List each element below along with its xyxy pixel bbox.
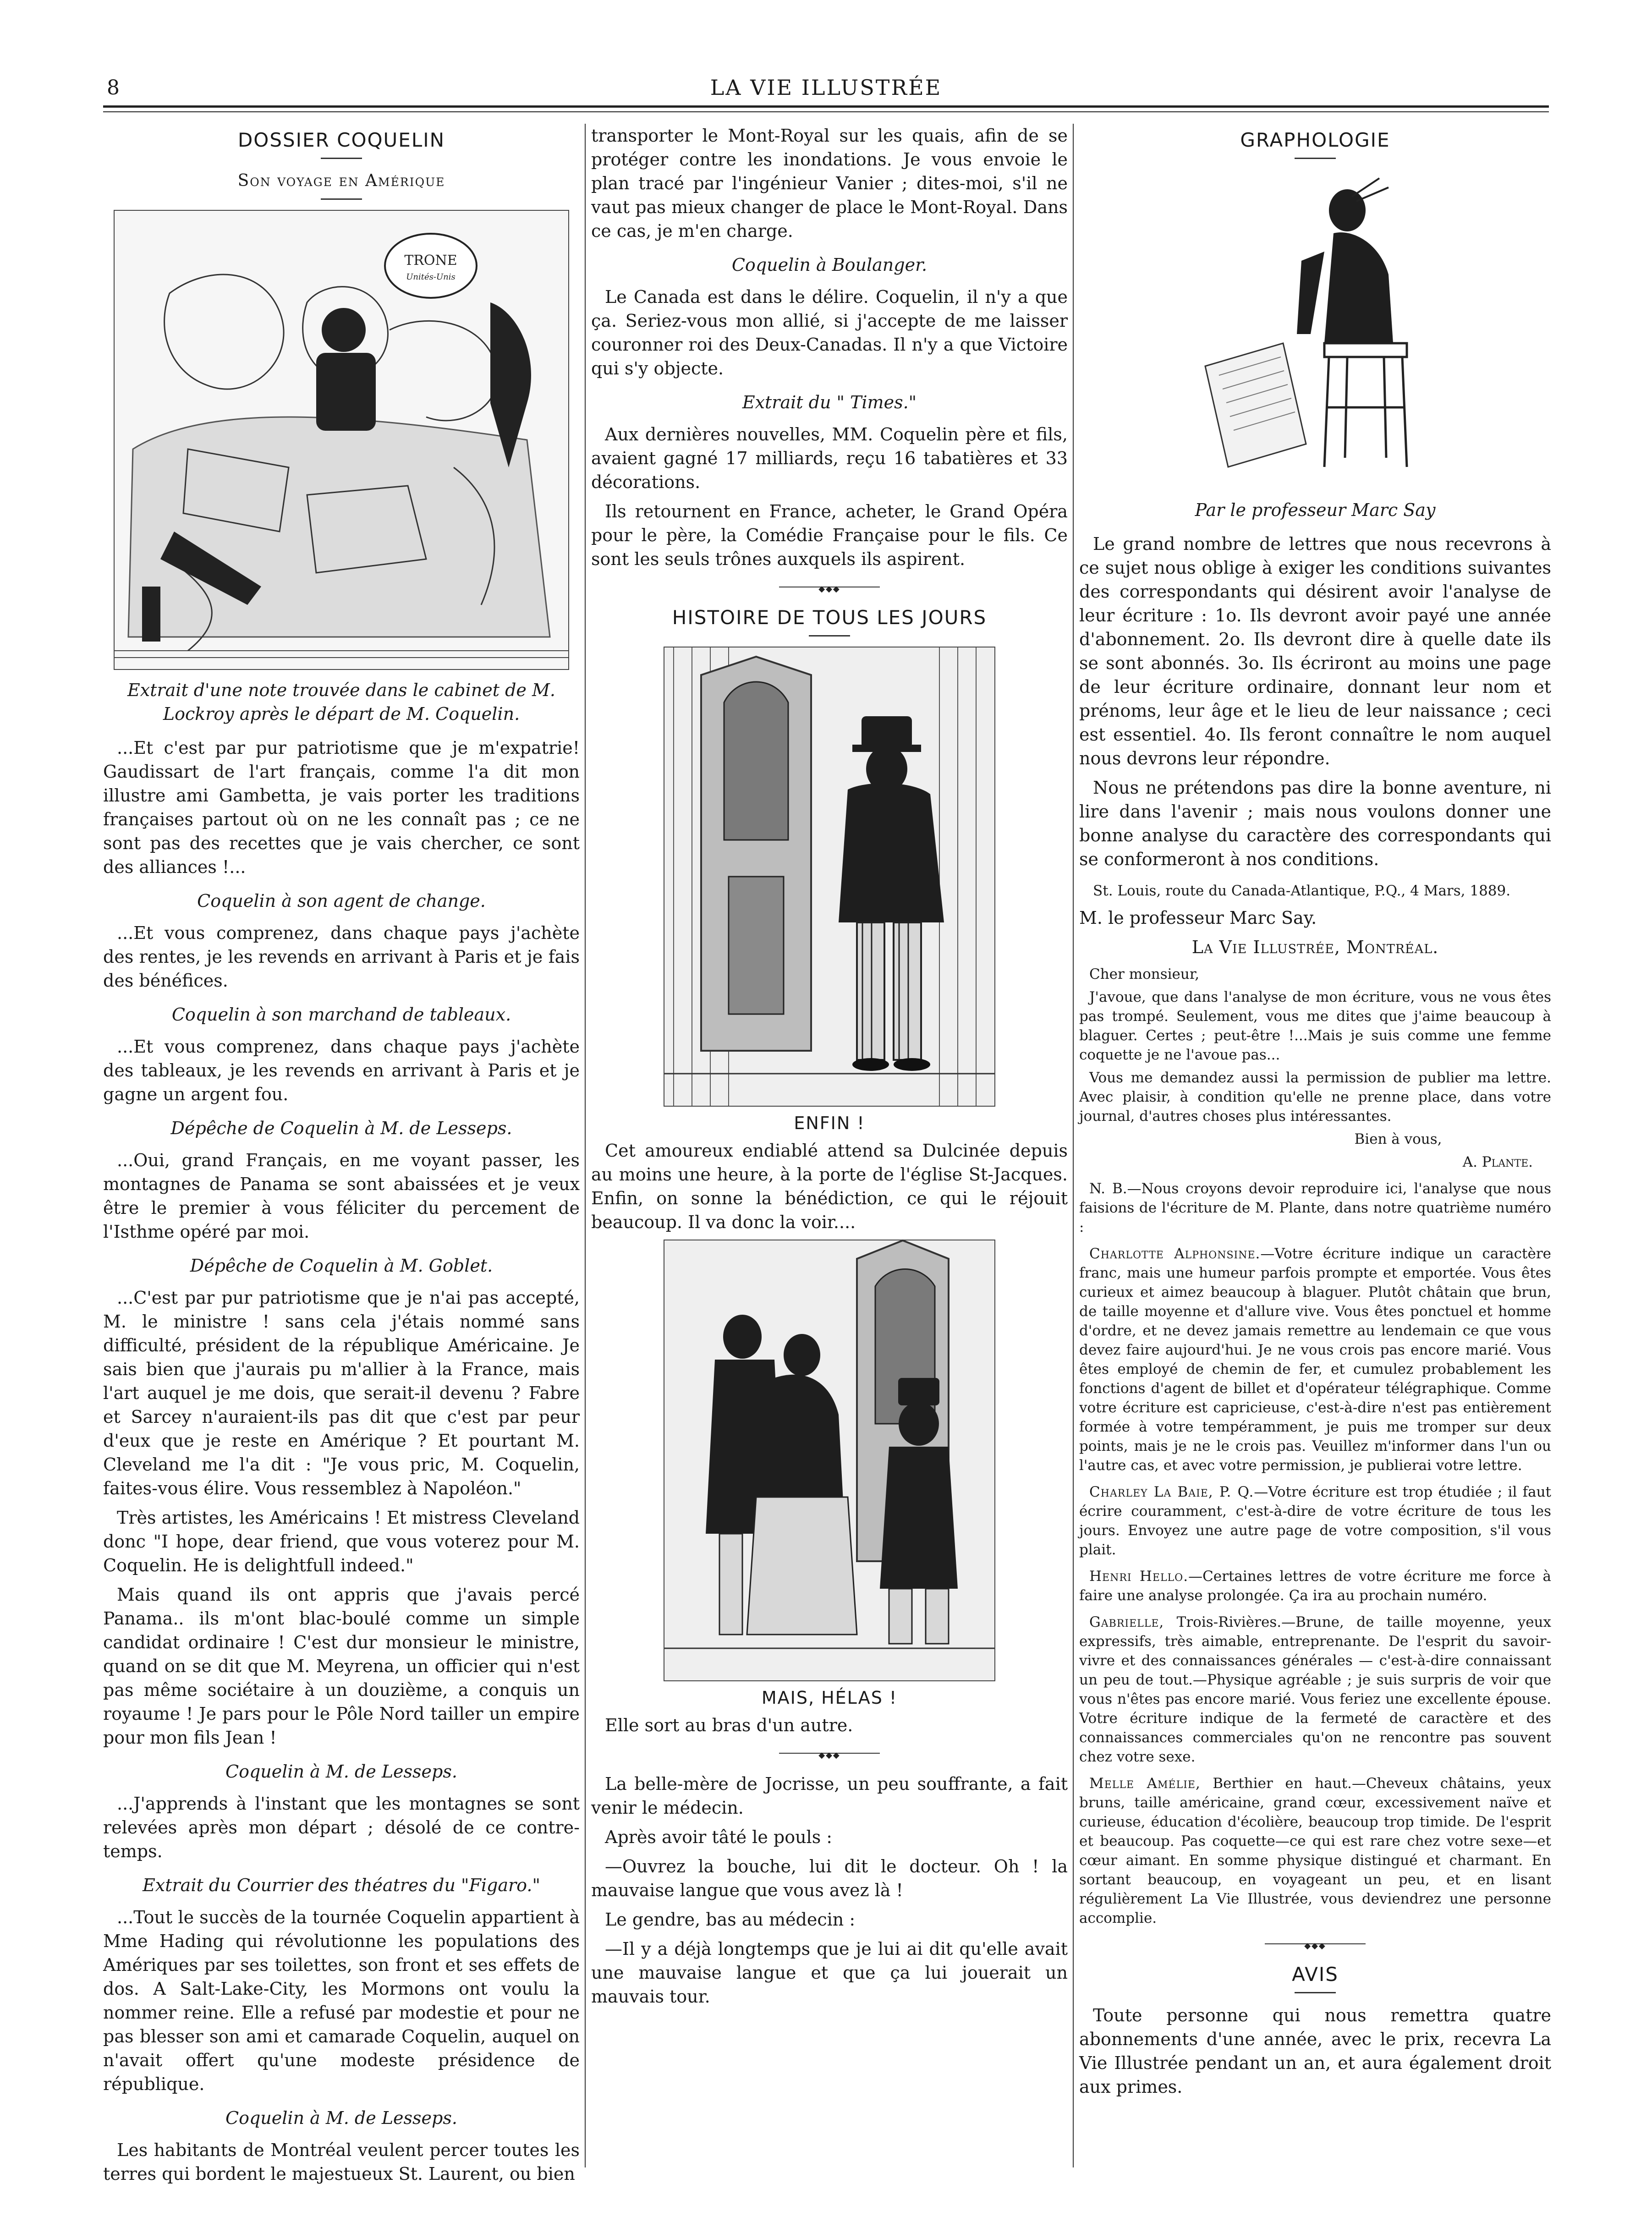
section-subtitle: Coquelin à M. de Lesseps. [225, 1761, 457, 1782]
paragraph: Mais quand ils ont appris que j'avais percé Panama.. ils m'ont blac-boulé comme un simple candidat ordinaire ! C'est dur monsieur le ministre, quand on se dit que M. Meyrena, un officier qui n'est pas même sociétaire à un douzième, a conquis un royaume ! Je pars pour le Pôle Nord tailler un empire pour mon fils Jean ! [103, 1585, 580, 1748]
header-rule [103, 105, 1549, 108]
masthead [103, 72, 1549, 104]
journal-title: LA VIE ILLUSTRÉE [710, 75, 942, 100]
paragraph: Cet amoureux endiablé attend sa Dulcinée depuis au moins une heure, à la porte de l'église St-Jacques. Enfin, on sonne la bénédiction, ce qui le réjouit beaucoup. Il va donc la voir.... [591, 1141, 1068, 1232]
letter-addressee: M. le professeur Marc Say. [1079, 908, 1317, 928]
paragraph: Aux dernières nouvelles, MM. Coquelin père et fils, avaient gagné 17 milliards, reçu 16 tabatières et 33 décorations. [591, 424, 1068, 492]
section-subtitle: Dépêche de Coquelin à M. Goblet. [190, 1256, 493, 1276]
paragraph: ...Tout le succès de la tournée Coquelin appartient à Mme Hading qui révolutionne les populations des Amériques par ses toilettes, son front et ses effets de dos. A Salt-Lake-City, les Mormons ont voulu la nommer reine. Elle a refusé par modestie et pour ne pas blesser son ami et camarade Coquelin, auquel on n'avait offert qu'une modeste présidence de république. [103, 1907, 580, 2094]
letter-body: Vous me demandez aussi la permission de publier ma lettre. Avec plaisir, à condition qu'elle ne prenne place, dans votre journal, d'autres choses plus intéressantes. [1079, 1070, 1551, 1125]
analysis-entry [1079, 1774, 1551, 1928]
analysis-text: —Votre écriture est trop étudiée ; il faut écrire couramment, c'est-à-dire de votre écriture de tous les jours. Envoyez une autre page de votre composition, s'il vous plait. [1079, 1484, 1551, 1558]
correspondent-name: Henri Hello. [1089, 1568, 1189, 1585]
cartoon-label: TRONE [404, 252, 457, 269]
graphologist-illustration [1187, 169, 1443, 490]
ornament-divider [779, 1750, 880, 1756]
notice-heading: AVIS [1292, 1963, 1339, 1986]
column-right [1079, 124, 1551, 2167]
ornament-divider [1265, 1941, 1366, 1947]
column-left [103, 124, 580, 2184]
section-subtitle: Extrait du Courrier des théatres du "Figaro." [143, 1875, 540, 1895]
paragraph: Le grand nombre de lettres que nous recevrons à ce sujet nous oblige à exiger les conditions suivantes des correspondants qui désirent avoir l'analyse de leur écriture : 1o. Ils devront avoir payé une année d'abonnement. 2o. Ils devront dire à quelle date ils se sont abonnés. 3o. Ils écriront au moins une page de leur écriture ordinaire, donnant leur nom et prénoms, leur âge et le lieu de leur naissance ; ceci est essentiel. 4o. Ils feront connaître le nom auquel nous devrons leur répondre. [1079, 534, 1551, 768]
ornament-divider [779, 584, 880, 590]
paragraph: ...Et vous comprenez, dans chaque pays j'achète des rentes, je les revends en arrivant à Paris et je fais des bénéfices. [103, 923, 580, 991]
article-heading: DOSSIER COQUELIN [237, 129, 445, 151]
cartoon-caption: Extrait d'une note trouvée dans le cabinet de M. Lockroy après le départ de M. Coquelin. [127, 680, 555, 724]
analysis-text: Trois-Rivières.—Brune, de taille moyenne, yeux expressifs, très aimable, entreprenante. De l'esprit du savoir-vivre et des connaissances générales — c'est-à-dire connaissant un peu de tout.—Physique agréable ; je suis surpris de voir que vous n'êtes pas encore marié. Vous feriez une excellente épouse. Votre écriture indique de la fermeté de caractère et des connaissances commerciales qu'on ne rencontre pas souvent chez votre sexe. [1079, 1614, 1551, 1765]
column-divider [1073, 124, 1074, 2167]
paragraph: ...Et c'est par pur patriotisme que je m'expatrie! Gaudissart de l'art français, comme l'a dit mon illustre ami Gambetta, je vais porter les traditions françaises partout où on ne les connaît pas ; ce ne sont pas des recettes que je vais chercher, ce sont des alliances !... [103, 738, 580, 877]
correspondent-name: Charlotte Alphonsine. [1089, 1245, 1261, 1262]
editor-note: N. B.—Nous croyons devoir reproduire ici, l'analyse que nous faisions de l'écriture de M. Plante, dans notre quatrième numéro : [1079, 1180, 1551, 1235]
paragraph: La belle-mère de Jocrisse, un peu souffrante, a fait venir le médecin. [591, 1774, 1068, 1818]
coquelin-cartoon-illustration [114, 210, 569, 670]
analysis-entry [1079, 1613, 1551, 1767]
article-heading: HISTOIRE DE TOUS LES JOURS [672, 606, 987, 629]
letter-closing: Bien à vous, [1354, 1131, 1442, 1147]
illustration-caption: Par le professeur Marc Say [1195, 500, 1436, 520]
section-subtitle: Coquelin à Boulanger. [731, 255, 928, 275]
paragraph: —Il y a déjà longtemps que je lui ai dit qu'elle avait une mauvaise langue et que ça lui jouerait un mauvais tour. [591, 1939, 1068, 2007]
reader-letter [1079, 965, 1551, 1928]
analysis-text: —Certaines lettres de votre écriture me force à faire une analyse prolongée. Ça ira au prochain numéro. [1079, 1568, 1551, 1604]
section-subtitle: Dépêche de Coquelin à M. de Lesseps. [170, 1118, 512, 1138]
header-rule-thin [103, 111, 1549, 112]
section-subtitle: Coquelin à M. de Lesseps. [225, 2108, 457, 2128]
heading-rule [1295, 1992, 1336, 1993]
couple-leaving-church-illustration [664, 1240, 995, 1681]
letter-salutation: Cher monsieur, [1089, 966, 1200, 982]
analysis-entry [1079, 1567, 1551, 1605]
heading-rule [809, 635, 850, 636]
heading-rule [321, 198, 362, 200]
paragraph: Le Canada est dans le délire. Coquelin, il n'y a que ça. Seriez-vous mon allié, si j'accepte de me laisser couronner roi des Deux-Canadas. Il n'y a que Victoire qui s'y objecte. [591, 287, 1068, 379]
cartoon-label-sub: Unités-Unis [406, 272, 456, 282]
letter-body: J'avoue, que dans l'analyse de mon écriture, vous ne vous êtes pas trompé. Seulement, vous me dites que j'aime beaucoup à blaguer. Certes ; peut-être !...Mais je suis comme une femme coquette je ne l'avoue pas... [1079, 989, 1551, 1063]
correspondent-name: Melle Amélie, [1089, 1775, 1201, 1792]
paragraph: ...C'est par pur patriotisme que je n'ai pas accepté, M. le ministre ! sans cela j'étais nommé sans difficulté, président de la république Américaine. Je sais bien que j'aurais pu m'allier à la France, mais l'art auquel je me dois, que serait-il devenu ? Fabre et Sarcey n'auraient-ils pas dit que c'est par peur d'eux que je reste en Amérique ? Et pourtant M. Cleveland me l'a dit : "Je vous pric, M. Coquelin, faites-vous élire. Vous ressemblez à Napoléon." [103, 1288, 580, 1498]
correspondent-name: Charley La Baie, P. Q. [1089, 1484, 1254, 1500]
paragraph: ...Et vous comprenez, dans chaque pays j'achète des tableaux, je les revends en arrivant à Paris et je gagne un argent fou. [103, 1037, 580, 1104]
heading-rule [321, 158, 362, 159]
section-subtitle: Coquelin à son marchand de tableaux. [171, 1004, 511, 1025]
letter-signature: A. Plante. [1462, 1154, 1533, 1170]
section-subtitle: Extrait du " Times." [742, 392, 917, 412]
paragraph: Très artistes, les Américains ! Et mistress Cleveland donc "I hope, dear friend, que vous voterez pour M. Coquelin. He is delightfull indeed." [103, 1508, 580, 1575]
analysis-text: Berthier en haut.—Cheveux châtains, yeux bruns, taille américaine, grand cœur, excessivement naïve et curieuse, éducation d'écolière, beaucoup trop timide. De l'esprit et beaucoup. Pas coquette—ce qui est rare chez votre sexe—et cœur aimant. En somme physique distingué et charmant. En sortant beaucoup, en voyageant un peu, et en lisant régulièrement La Vie Illustrée, vous deviendrez une personne accomplie. [1079, 1775, 1551, 1926]
paragraph: ...J'apprends à l'instant que les montagnes se sont relevées après mon départ ; désolé de ce contre-temps. [103, 1794, 580, 1861]
scene-title: MAIS, HÉLAS ! [761, 1688, 898, 1708]
page-number: 8 [107, 76, 120, 99]
section-subtitle: Coquelin à son agent de change. [197, 891, 486, 911]
paragraph: Elle sort au bras d'un autre. [605, 1715, 853, 1735]
scene-title: ENFIN ! [794, 1113, 865, 1133]
letter-dateline: St. Louis, route du Canada-Atlantique, P.Q., 4 Mars, 1889. [1093, 883, 1511, 899]
letter-addressee-publication: La Vie Illustrée, Montréal. [1191, 937, 1439, 957]
analysis-entry [1079, 1482, 1551, 1559]
heading-rule [1295, 158, 1336, 159]
article-subheading: Son voyage en Amérique [237, 171, 445, 190]
analysis-text: —Votre écriture indique un caractère franc, mais une humeur parfois prompte et emportée. Vous êtes curieux et aimez beaucoup à blaguer. Plutôt châtain que brun, de taille moyenne et d'allure vive. Vous êtes ponctuel et homme d'ordre, et ne devez jamais remettre au lendemain ce que vous devez faire aujourd'hui. Je ne vous crois pas encore marié. Vous êtes employé de chemin de fer, et cumulez probablement les fonctions d'agent de billet et d'opérateur télégraphique. Comme votre écriture est capricieuse, c'est-à-dire n'est pas entièrement formée à votre tempéramment, je puis me tromper sur deux points, mais je ne le crois pas. Veuillez m'informer dans l'un ou l'autre cas, et avec votre permission, je publierai votre lettre. [1079, 1245, 1551, 1474]
column-middle [591, 124, 1068, 2167]
analysis-entry [1079, 1244, 1551, 1475]
waiting-man-illustration [664, 647, 995, 1107]
notice-text: Toute personne qui nous remettra quatre abonnements d'une année, avec le prix, recevra La Vie Illustrée pendant un an, et aura également droit aux primes. [1079, 2005, 1551, 2097]
correspondent-name: Gabrielle, [1089, 1614, 1164, 1630]
article-heading: GRAPHOLOGIE [1240, 129, 1390, 151]
paragraph: Nous ne prétendons pas dire la bonne aventure, ni lire dans l'avenir ; mais nous voulons donner une bonne analyse du caractère des correspondants qui se conformeront à nos conditions. [1079, 778, 1551, 869]
paragraph: Les habitants de Montréal veulent percer toutes les terres qui bordent le majestueux St. Laurent, ou bien [103, 2140, 580, 2184]
paragraph: transporter le Mont-Royal sur les quais, afin de se protéger contre les inondations. Je vous envoie le plan tracé par l'ingénieur Vanier ; dites-moi, s'il ne vaut pas mieux changer de place le Mont-Royal. Dans ce cas, je m'en charge. [591, 126, 1068, 241]
column-divider [585, 124, 586, 2167]
paragraph: Ils retournent en France, acheter, le Grand Opéra pour le père, la Comédie Française pour le fils. Ce sont les seuls trônes auxquels ils aspirent. [591, 501, 1068, 569]
paragraph: Le gendre, bas au médecin : [605, 1909, 856, 1930]
paragraph: ...Oui, grand Français, en me voyant passer, les montagnes de Panama se sont abaissées et je veux être le premier à vous féliciter du percement de l'Isthme opéré par moi. [103, 1150, 580, 1242]
paragraph: Après avoir tâté le pouls : [605, 1827, 833, 1847]
paragraph: —Ouvrez la bouche, lui dit le docteur. Oh ! la mauvaise langue que vous avez là ! [591, 1856, 1068, 1900]
